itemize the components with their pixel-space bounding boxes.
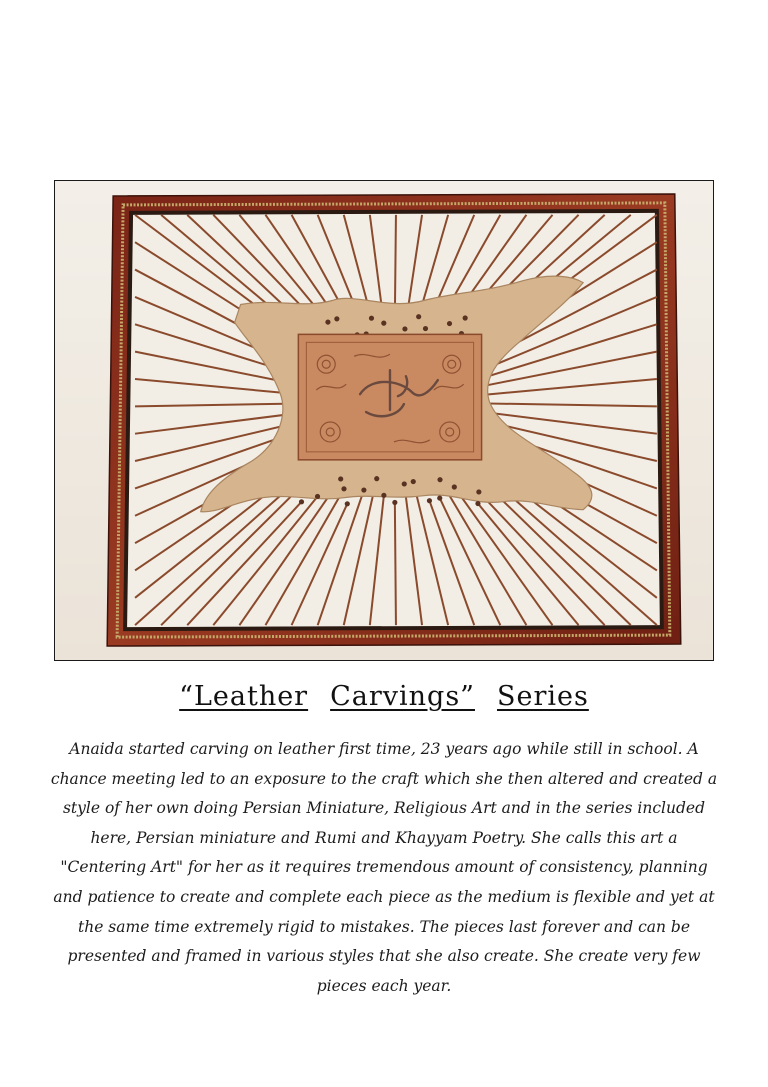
lace-hole — [369, 316, 374, 321]
series-title — [0, 681, 768, 712]
lace-hole — [447, 321, 452, 326]
lace-hole — [475, 501, 480, 506]
lace-hole — [402, 481, 407, 486]
lace-hole — [361, 487, 366, 492]
lace-hole — [381, 493, 386, 498]
lace-hole — [315, 494, 320, 499]
lace-hole — [334, 316, 339, 321]
lace-cord — [395, 502, 396, 625]
lace-hole — [345, 501, 350, 506]
lace-hole — [392, 500, 397, 505]
lace-hole — [325, 320, 330, 325]
lace-hole — [416, 314, 421, 319]
lace-hole — [437, 496, 442, 501]
lace-hole — [437, 477, 442, 482]
lace-hole — [463, 315, 468, 320]
carved-panel — [298, 334, 481, 459]
lace-hole — [427, 498, 432, 503]
leather-carving-image — [55, 181, 713, 660]
title-word-leather: “Leather — [179, 681, 309, 712]
lace-hole — [338, 476, 343, 481]
lace-hole — [476, 489, 481, 494]
title-word-carvings: Carvings” — [330, 681, 475, 712]
title-word-series: Series — [496, 681, 589, 712]
lace-hole — [452, 484, 457, 489]
lace-hole — [374, 476, 379, 481]
lace-hole — [341, 486, 346, 491]
artist-description: Anaida started carving on leather first time, 23 years ago while still in school. A chance meeting led to an exposure to the craft which she then altered and created a style of her own doing Persian Miniature, Religious Art and in the series included here, Persian miniature and Rumi and Khayyam Poetry. She calls this art a "Centering Art" for her as it requires tremendous amount of consistency, planning and patience to create and complete each piece as the medium is flexible and yet at the same time extremely rigid to mistakes. The pieces last forever and can be presented and framed in various styles that she also create. She create very few pieces each year. — [50, 740, 718, 995]
lace-hole — [423, 326, 428, 331]
lace-hole — [402, 326, 407, 331]
lace-hole — [299, 499, 304, 504]
lace-hole — [411, 479, 416, 484]
lace-hole — [381, 321, 386, 326]
artwork-photo — [54, 180, 714, 661]
